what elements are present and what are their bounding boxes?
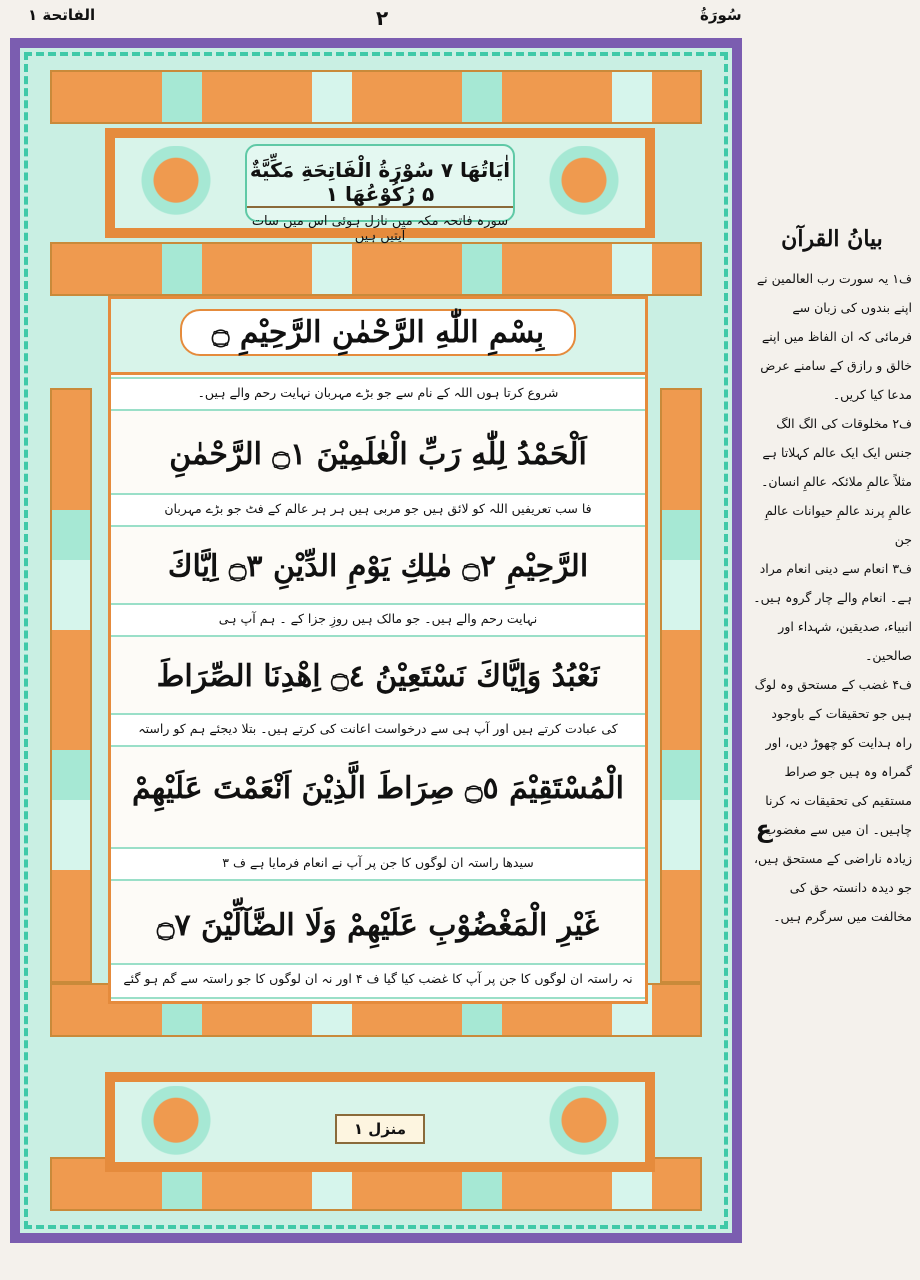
- verse-line: غَيْرِ الْمَغْضُوْبِ عَلَيْهِمْ وَلَا الضَّآلِّيْنَ ۝٧: [111, 891, 645, 961]
- left-ornament-band: [50, 388, 92, 983]
- commentary-note: ف۴ غضب کے مستحق وہ لوگ ہیں جو تحقیقات کے باوجود راہ ہدایت کو چھوڑ دیں، اور گمراہ وہ ہیں جو صراط مستقیم کی تحقیقات نہ کرنا چاہیں۔ ان میں سے مغضوب زیادہ ناراضی کے مستحق ہیں، جو دیدہ دانستہ حق کی مخالفت میں سرگرم ہیں۔: [754, 677, 912, 924]
- page-number: ۲: [376, 6, 389, 30]
- translation-line: فا سب تعریفیں اللہ کو لائق ہیں جو مربی ہیں ہر ہر عالم کے فٹ جو بڑے مہربان: [111, 493, 645, 527]
- translation-line: نہایت رحم والے ہیں۔ جو مالک ہیں روزِ جزا کے ۔ ہم آپ ہی: [111, 603, 645, 637]
- verse-line: نَعْبُدُ وَاِيَّاكَ نَسْتَعِيْنُ ۝٤ اِهْدِنَا الصِّرَاطَ: [111, 639, 645, 715]
- commentary-title: بیانُ القرآن: [781, 226, 883, 252]
- verse-line: الرَّحِيْمِ ۝٢ مٰلِكِ يَوْمِ الدِّيْنِ ۝٣ اِيَّاكَ: [111, 529, 645, 605]
- bismillah: بِسْمِ اللّٰهِ الرَّحْمٰنِ الرَّحِيْمِ ۝: [111, 299, 645, 375]
- floral-ornament-icon: [529, 146, 639, 222]
- upper-ornament-band: [50, 242, 702, 296]
- translation-line: سیدھا راستہ ان لوگوں کا جن پر آپ نے انعام فرمایا ہے ف ٣: [111, 847, 645, 881]
- ruku-mark: ع: [755, 815, 772, 843]
- right-ornament-band: [660, 388, 702, 983]
- commentary-note: ف۲ مخلوقات کی الگ الگ جنس ایک ایک عالم کہلاتا ہے مثلاً عالمِ ملائکہ عالمِ انسان۔ عالمِ پرند عالمِ حیوانات عالمِ جن: [761, 416, 912, 547]
- floral-ornament-icon: [121, 146, 231, 222]
- translation-line: شروع کرتا ہوں اللہ کے نام سے جو بڑے مہربان نہایت رحم والے ہیں۔: [111, 377, 645, 411]
- floral-ornament-icon: [529, 1086, 639, 1162]
- manzil-box: [105, 1072, 655, 1172]
- translation-line: کی عبادت کرتے ہیں اور آپ ہی سے درخواست اعانت کی کرتے ہیں۔ بتلا دیجئے ہم کو راستہ: [111, 713, 645, 747]
- manzil-label: منزل ۱: [335, 1114, 425, 1144]
- commentary-column: [752, 225, 912, 931]
- translation-line: نہ راستہ ان لوگوں کا جن پر آپ کا غضب کیا گیا ف ۴ اور نہ ان لوگوں کا جو راستہ سے گم ہو گئے: [111, 963, 645, 999]
- top-ornament-band: [50, 70, 702, 124]
- verse-line: الْمُسْتَقِيْمَ ۝٥ صِرَاطَ الَّذِيْنَ اَنْعَمْتَ عَلَيْهِمْ: [111, 751, 645, 827]
- commentary-note: ف۳ انعام سے دینی انعام مراد ہے۔ انعام والے چار گروہ ہیں۔ انبیاء، صدیقین، شہداء اور صالحین۔: [753, 561, 912, 663]
- surah-label-header: سُورَةُ: [700, 6, 742, 24]
- surah-name-header: الفاتحة ١: [28, 6, 96, 24]
- verse-line: اَلْحَمْدُ لِلّٰهِ رَبِّ الْعٰلَمِيْنَ ۝١ الرَّحْمٰنِ: [111, 417, 645, 493]
- commentary-note: ف۱ یہ سورت رب العالمین نے اپنے بندوں کی زبان سے فرمائی کہ ان الفاظ میں اپنے خالق و رازق کے سامنے عرض مدعا کیا کریں۔: [756, 271, 912, 402]
- verse-panel: [108, 296, 648, 1004]
- surah-title: اٰیَاتُهَا ۷ سُوْرَةُ الْفَاتِحَةِ مَكِّيَّةٌ ۵ رُكُوْعُهَا ۱: [247, 158, 513, 208]
- surah-title-box: [105, 128, 655, 244]
- floral-ornament-icon: [121, 1086, 231, 1162]
- surah-subtitle: سورہ فاتحہ مکہ میں نازل ہوئی اس میں سات آیتیں ہیں: [251, 214, 509, 244]
